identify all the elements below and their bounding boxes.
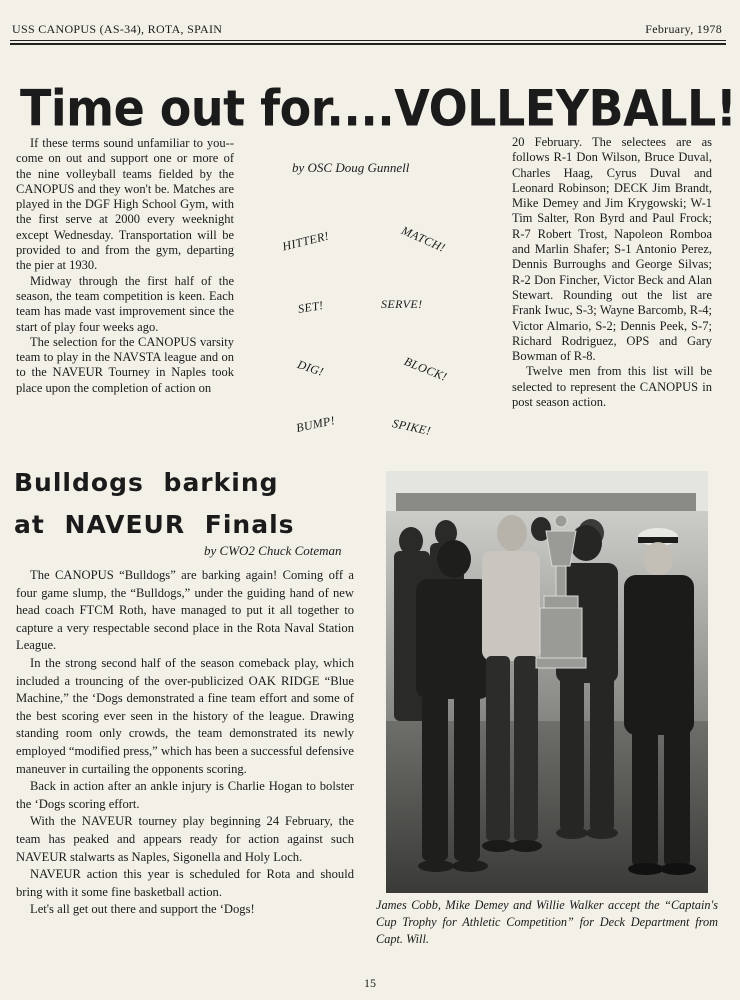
- bulldogs-paragraph: The CANOPUS “Bulldogs” are barking again! Coming off a four game slump, the “Bulldogs,” under the guiding hand of new head coach FTCM Roth, have managed to put it all together to capture a very respectable second place in the Rota Naval Station League.: [16, 568, 354, 653]
- word-serve: SERVE!: [381, 297, 423, 311]
- volleyball-paragraph: Twelve men from this list will be selected to represent the CANOPUS in post season action.: [512, 364, 712, 410]
- photo-caption: James Cobb, Mike Demey and Willie Walker accept the “Captain's Cup Trophy for Athletic Competition” for Deck Department from Capt. Will.: [376, 898, 718, 946]
- trophy-photo-illustration: [386, 471, 708, 893]
- header-rule-top: [10, 40, 726, 41]
- bulldogs-paragraph: Back in action after an ankle injury is Charlie Hogan to bolster the ‘Dogs scoring effort.: [16, 779, 354, 811]
- word-set: SET!: [296, 297, 325, 317]
- bulldogs-paragraph: With the NAVEUR tourney play beginning 24 February, the team has peaked and appears ready for action against such NAVEUR stalwarts as Naples, Sigonella and Holy Loch.: [16, 814, 354, 864]
- volleyball-headline: Time out for....VOLLEYBALL!: [20, 78, 737, 138]
- bulldogs-paragraph: Let's all get out there and support the ‘Dogs!: [30, 902, 255, 917]
- publication-name: USS CANOPUS (AS-34), ROTA, SPAIN: [12, 22, 223, 36]
- bulldogs-headline-line-2: at NAVEUR Finals: [14, 510, 295, 539]
- volleyball-paragraph: The selection for the CANOPUS varsity team to play in the NAVSTA league and on to the NAVEUR Tourney in Naples took place upon the completion of action on: [16, 334, 234, 395]
- bulldogs-body: [16, 567, 354, 919]
- word-hitter: HITTER!: [280, 228, 331, 254]
- word-block: BLOCK!: [402, 354, 450, 384]
- word-dig: DIG!: [295, 357, 326, 379]
- volleyball-column-3: [512, 135, 712, 410]
- volleyball-paragraph: 20 February. The selectees are as follows R-1 Don Wilson, Bruce Duval, Charles Haag, Cyrus Duval and Leonard Robinson; DECK Jim Brandt, Mike Demey and Jim Krygowski; W-1 Tim Salter, Ron Byrd and Paul Frock; R-7 Robert Trost, Napoleon Romboa and Marlin Shafer; S-1 Antonio Perez, Dennis Burroughs and George Silvas; R-2 Don Fincher, Victor Beck and Alan Stewart. Rounding out the list are Frank Iwuc, S-3; Wayne Barcomb, R-4; Victor Almario, S-2; Dennis Peek, S-7; Richard Rodriguez, OPS and Gary Bowman of R-8.: [512, 135, 712, 364]
- page-number: 15: [364, 976, 376, 990]
- volleyball-paragraph: Midway through the first half of the season, the team competition is keen. Each team has made vast improvement since the start of play four weeks ago.: [16, 273, 234, 334]
- word-match: MATCH!: [399, 223, 448, 255]
- trophy-photo: [386, 471, 708, 893]
- bulldogs-byline: by CWO2 Chuck Coteman: [204, 543, 342, 558]
- bulldogs-paragraph: NAVEUR action this year is scheduled for Rota and should bring with it some fine basketball action.: [16, 867, 354, 899]
- bulldogs-paragraph: In the strong second half of the season comeback play, which included a trouncing of the over-publicized OAK RIDGE “Blue Machine,” the ‘Dogs demonstrated a fine team effort and some of the best scoring ever seen in the history of the league. Drawing standing room only crowds, the team demonstrated its newly employed “modified press,” which has been a successful defensive maneuver in curtailing the opponents scoring.: [16, 655, 354, 776]
- bulldogs-headline-line-1: Bulldogs barking: [14, 468, 279, 497]
- volleyball-byline: by OSC Doug Gunnell: [292, 160, 410, 175]
- word-spike: SPIKE!: [391, 416, 433, 438]
- volleyball-column-1: [16, 136, 234, 396]
- word-bump: BUMP!: [294, 413, 337, 435]
- issue-date: February, 1978: [645, 22, 722, 36]
- volleyball-paragraph: If these terms sound unfamiliar to you--come on out and support one or more of the nine volleyball teams fielded by the CANOPUS and they won't be. Matches are played in the DGF High School Gym, with the first serve at 2000 every weeknight except Wednesday. Transportation will be provided to and from the gym, departing the pier at 1930.: [16, 136, 234, 273]
- header-rule-bottom: [10, 43, 726, 45]
